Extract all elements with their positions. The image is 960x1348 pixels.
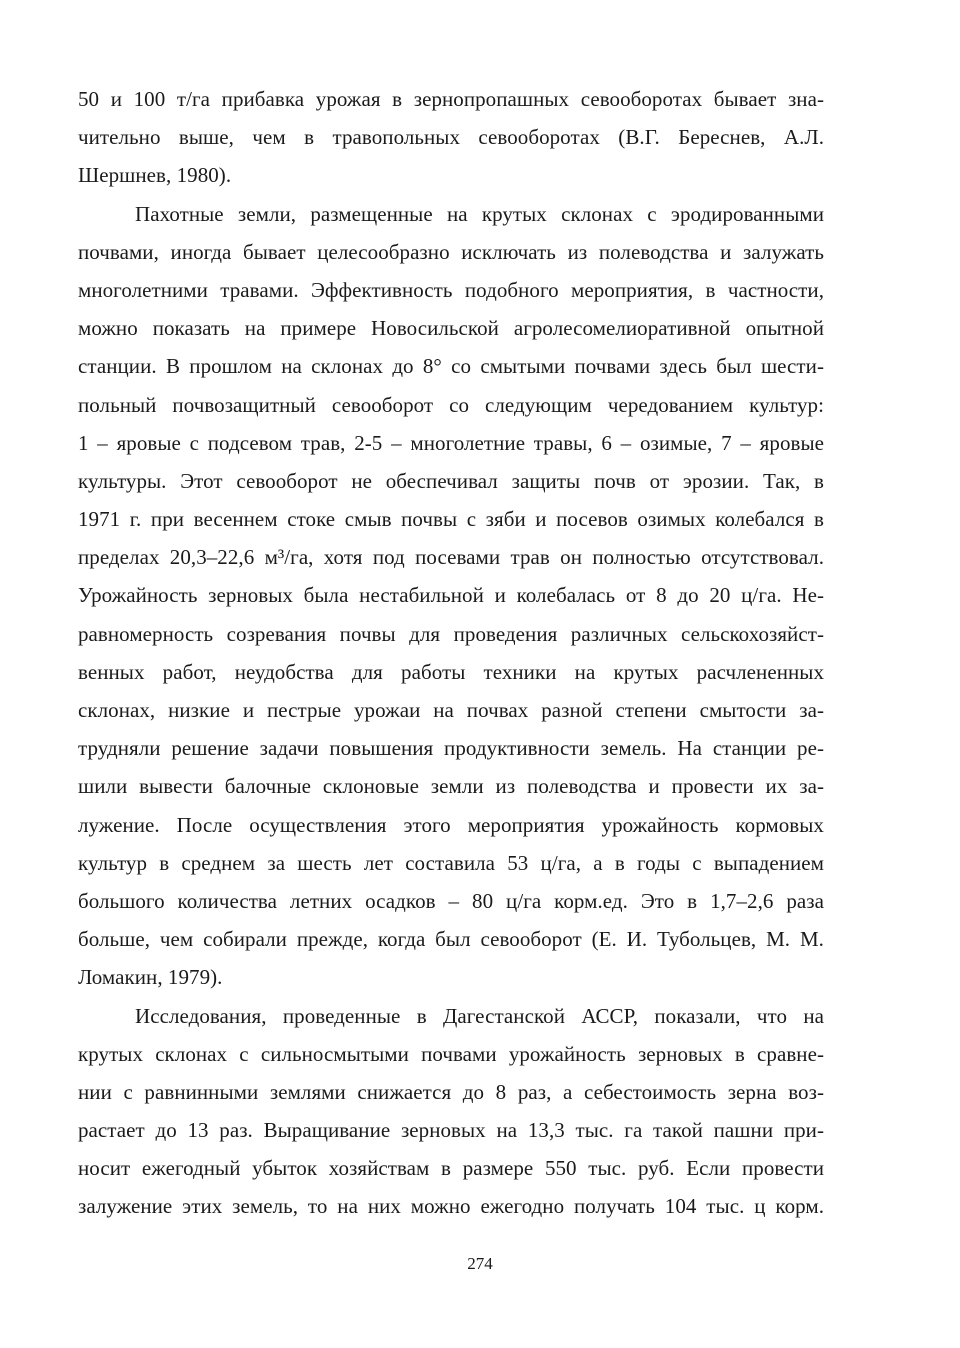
text-line: венных работ, неудобства для работы техники на крутых расчлененных: [78, 659, 824, 684]
text-line: почвами, иногда бывает целесообразно исключать из полеводства и залужать: [78, 239, 824, 264]
text-line: носит ежегодный убыток хозяйствам в размере 550 тыс. руб. Если провести: [78, 1156, 824, 1181]
text-line: крутых склонах с сильносмытыми почвами урожайность зерновых в сравне-: [78, 1041, 824, 1066]
text-line: большого количества летних осадков – 80 ц/га корм.ед. Это в 1,7–2,6 раза: [78, 888, 824, 913]
text-line: можно показать на примере Новосильской агролесомелиоративной опытной: [78, 316, 824, 341]
text-line: культуры. Этот севооборот не обеспечивал защиты почв от эрозии. Так, в: [78, 468, 824, 493]
text-line: Ломакин, 1979).: [78, 965, 223, 990]
text-line: склонах, низкие и пестрые урожаи на почвах разной степени смытости за-: [78, 698, 824, 722]
paragraph-2: [78, 195, 824, 997]
text-line: пределах 20,3–22,6 м³/га, хотя под посевами трав он полностью отсутствовал.: [78, 545, 824, 570]
document-body: [78, 80, 824, 1226]
text-line: равномерность созревания почвы для проведения различных сельскохозяйст-: [78, 621, 824, 646]
text-line: Урожайность зерновых была нестабильной и колебалась от 8 до 20 ц/га. Не-: [78, 583, 824, 608]
text-line: 1971 г. при весеннем стоке смыв почвы с зяби и посевов озимых колебался в: [78, 507, 824, 532]
text-line: шили вывести балочные склоновые земли из полеводства и провести их за-: [78, 774, 824, 799]
text-line: больше, чем собирали прежде, когда был севооборот (Е. И. Тубольцев, М. М.: [78, 927, 824, 952]
text-line: чительно выше, чем в травопольных севооборотах (В.Г. Береснев, А.Л.: [78, 125, 824, 150]
text-line: трудняли решение задачи повышения продуктивности земель. На станции ре-: [78, 736, 824, 761]
page-number: 274: [467, 1254, 493, 1273]
text-line: культур в среднем за шесть лет составила 53 ц/га, а в годы с выпадением: [78, 850, 824, 875]
text-line: залужение этих земель, то на них можно ежегодно получать 104 тыс. ц корм.: [78, 1194, 824, 1219]
text-line: 50 и 100 т/га прибавка урожая в зернопропашных севооборотах бывает зна-: [78, 87, 824, 111]
text-line: Шершнев, 1980).: [78, 163, 232, 188]
text-line: 1 – яровые с подсевом трав, 2-5 – многолетние травы, 6 – озимые, 7 – яровые: [78, 430, 824, 455]
text-line: нии с равнинными землями снижается до 8 раз, а себестоимость зерна воз-: [78, 1079, 824, 1104]
text-line: лужение. После осуществления этого мероприятия урожайность кормовых: [78, 812, 824, 837]
text-line: Пахотные земли, размещенные на крутых склонах с эродированными: [135, 201, 824, 226]
text-line: многолетними травами. Эффективность подобного мероприятия, в частности,: [78, 277, 824, 302]
text-line: Исследования, проведенные в Дагестанской АССР, показали, что на: [135, 1003, 824, 1028]
text-line: польный почвозащитный севооборот со следующим чередованием культур:: [78, 392, 824, 417]
text-line: станции. В прошлом на склонах до 8° со смытыми почвами здесь был шести-: [78, 354, 824, 379]
paragraph-1: [78, 80, 824, 195]
text-line: растает до 13 раз. Выращивание зерновых на 13,3 тыс. га такой пашни при-: [78, 1118, 824, 1143]
paragraph-3: [78, 997, 824, 1226]
